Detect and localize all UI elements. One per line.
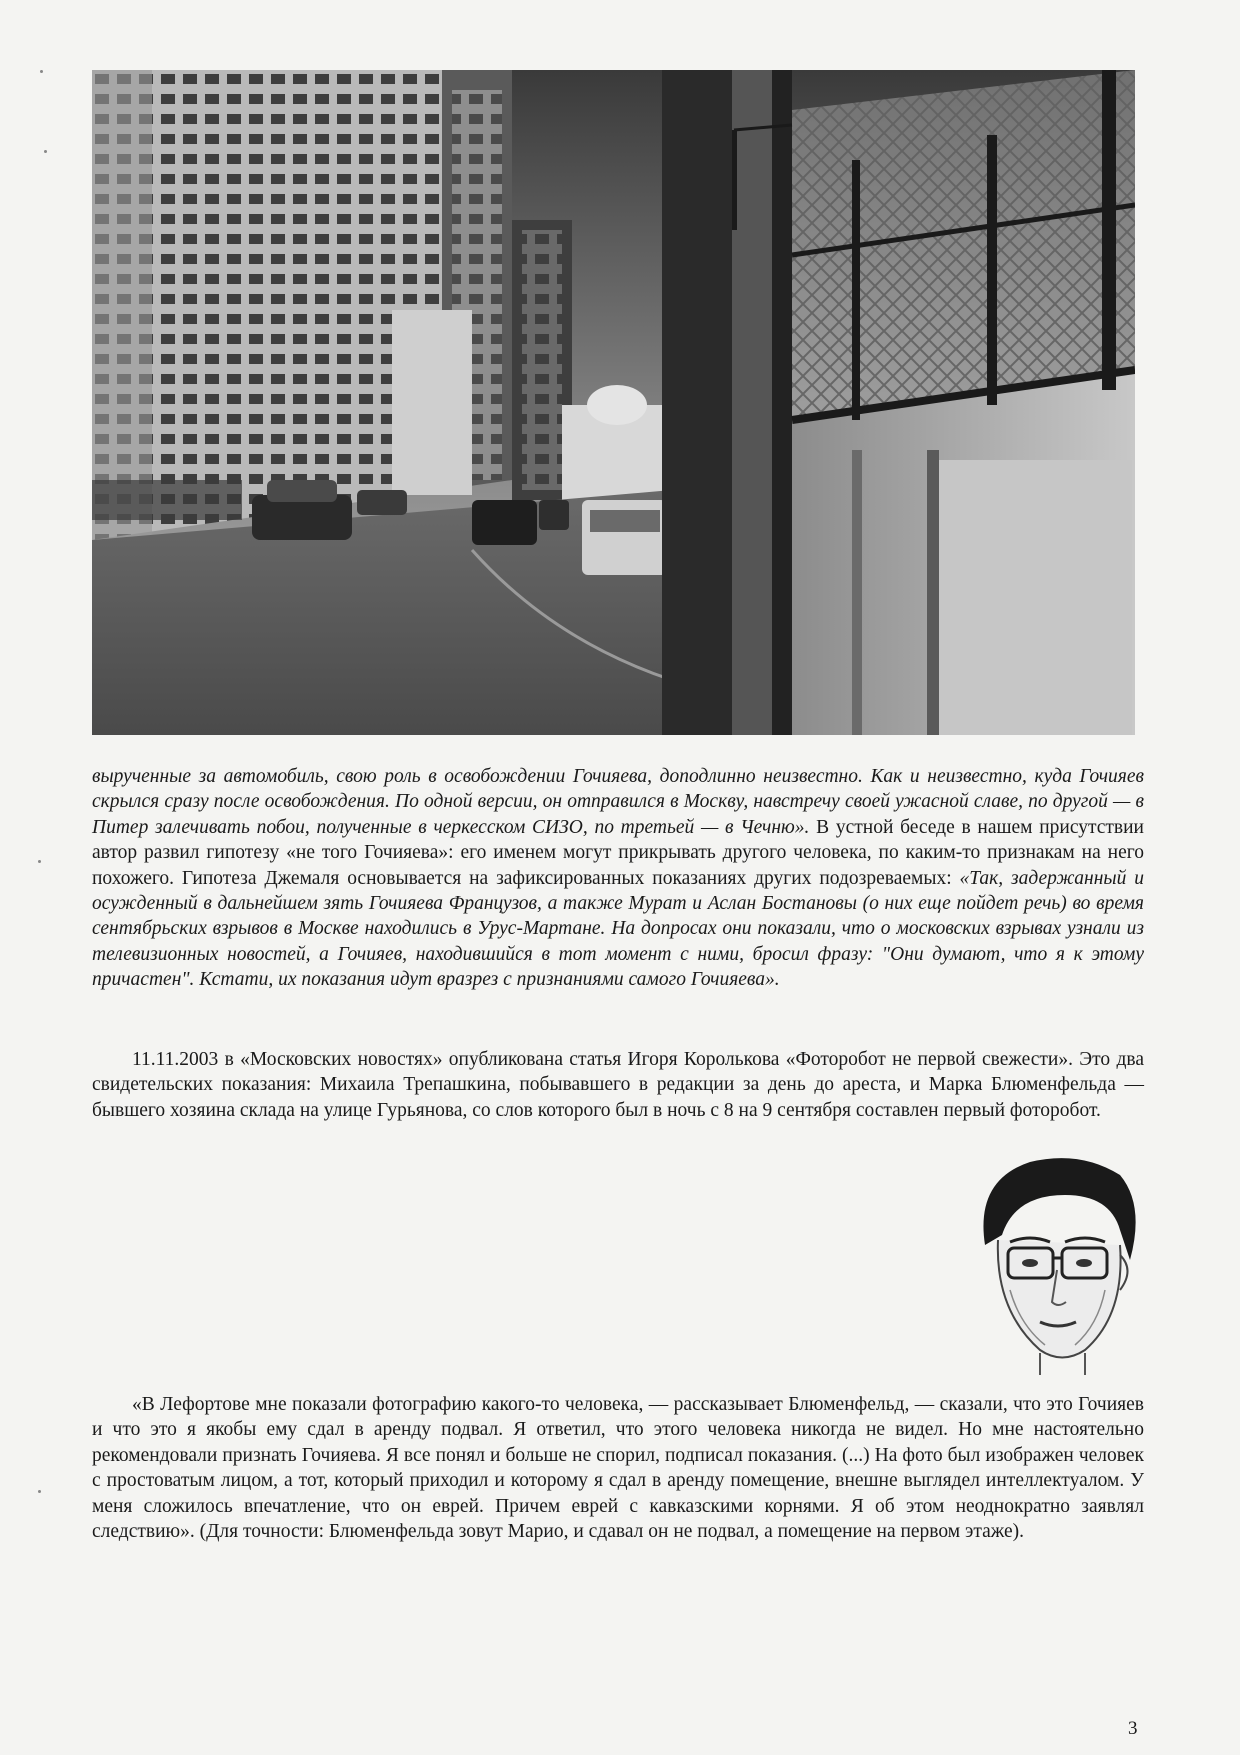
- scan-artifact: [38, 1490, 41, 1493]
- paragraph-2: 11.11.2003 в «Московских новостях» опубликована статья Игоря Королькова «Фоторобот не первой свежести». Это два свидетельских показания: Михаила Трепашкина, побывавшего в редакции за день до ареста, и Марка Блюменфельда — бывшего хозяина склада на улице Гурьянова, со слов которого был в ночь с 8 на 9 сентября составлен первый фоторобот.: [92, 1049, 1144, 1121]
- page-number: 3: [1128, 1718, 1138, 1739]
- scan-artifact: [38, 860, 41, 863]
- scan-artifact: [44, 150, 47, 153]
- italic-quote-end: «Так, задержанный и осужденный в дальнейшем зять Гочияева Французов, а также Мурат и Аслан Бостановы (о них еще пойдет речь) во время сентябрьских взрывов в Москве находились в Урус-Мартане. На допросах они показали, что о московских взрывах узнали из телевизионных новостей, а Гочияев, находившийся в тот момент с ними, бросил фразу: "Они думают, что я к этому причастен". Кстати, их показания идут вразрез с признаниями самого Гочияева».: [92, 867, 1144, 991]
- paragraph-3: «В Лефортове мне показали фотографию какого-то человека, — рассказывает Блюменфельд, — сказали, что это Гочияев и что это я якобы ему сдал в аренду подвал. Я ответил, что этого человека никогда не видел. Но мне настоятельно рекомендовали признать Гочияева. Я все понял и больше не спорил, подписал показания. (...) На фото был изображен человек с простоватым лицом, а тот, который приходил и которому я сдал в аренду помещение, внешне выглядел интеллектуалом. У меня сложилось впечатление, что он еврей. Причем еврей с кавказскими корнями. Я об этом неоднократно заявлял следствию». (Для точности: Блюменфельда зовут Марио, и сдавал он не подвал, а помещение на первом этаже).: [92, 1394, 1144, 1543]
- italic-quote-start: вырученные за автомобиль, свою роль в освобождении Гочияева, доподлинно неизвестно. Как и неизвестно, куда Гочияев скрылся сразу после освобождения. По одной версии, он отправился в Москву, навстречу своей ужасной славе, по другой — в Питер залечивать побои, полученные в черкесском СИЗО, по третьей — в Чечню».: [92, 766, 1144, 838]
- paragraph-1: [92, 764, 1144, 993]
- paragraph-1-text: В устной беседе в нашем присутствии автор развил гипотезу «не того Гочияева»: его именем могут прикрывать другого человека, по каким-то признакам на него похожего. Гипотеза Джемаля основывается на зафиксированных показаниях других подозреваемых:: [92, 816, 1144, 889]
- scan-artifact: [40, 70, 43, 73]
- street-photo: [92, 70, 1135, 735]
- photorobot-sketch: [970, 1150, 1145, 1375]
